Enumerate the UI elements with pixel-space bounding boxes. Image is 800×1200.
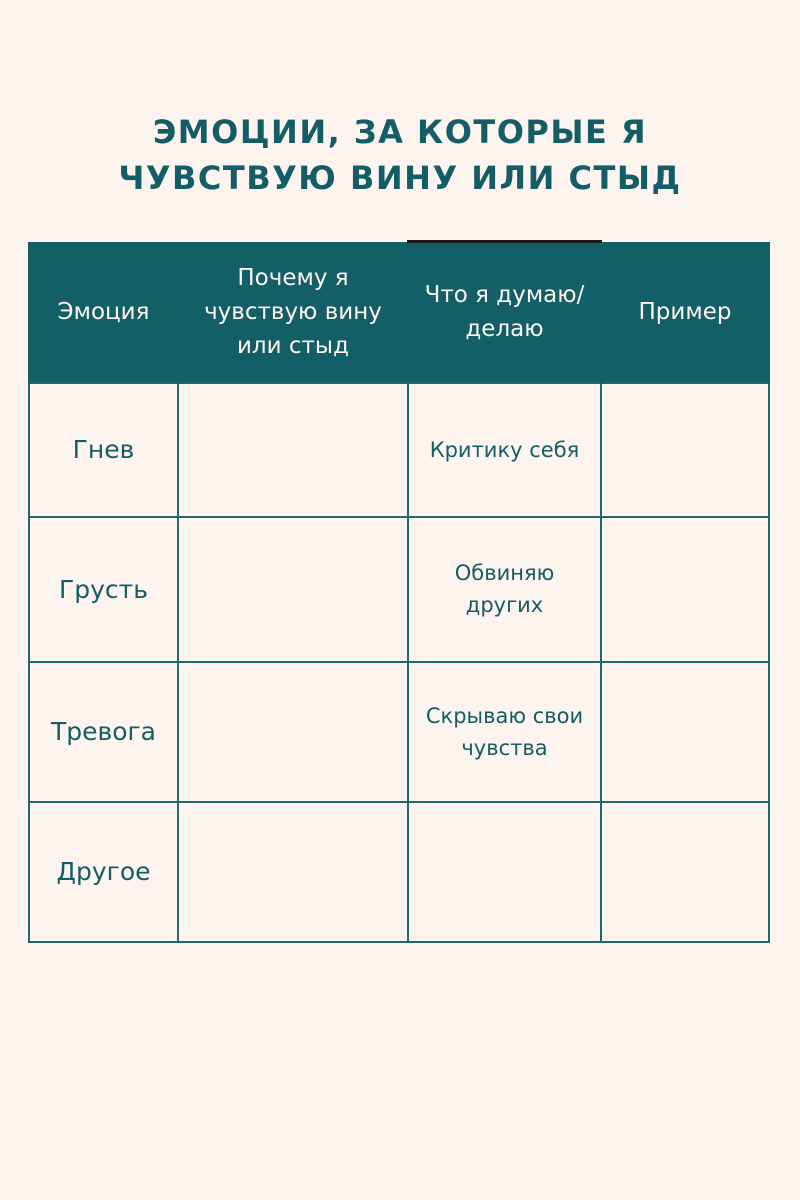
emotion-cell: Тревога	[29, 662, 178, 802]
page-title	[0, 109, 800, 201]
header-example: Пример	[601, 242, 769, 383]
action-cell[interactable]	[408, 802, 601, 942]
why-cell[interactable]	[178, 802, 408, 942]
header-action: Что я думаю/ делаю	[408, 242, 601, 383]
why-cell[interactable]	[178, 662, 408, 802]
header-emotion: Эмоция	[29, 242, 178, 383]
action-cell: Скрываю свои чувства	[408, 662, 601, 802]
action-cell: Критику себя	[408, 383, 601, 517]
emotions-table	[28, 240, 770, 943]
example-cell[interactable]	[601, 383, 769, 517]
example-cell[interactable]	[601, 517, 769, 662]
why-cell[interactable]	[178, 383, 408, 517]
page-title-line-2: ЧУВСТВУЮ ВИНУ ИЛИ СТЫД	[118, 159, 682, 198]
example-cell[interactable]	[601, 802, 769, 942]
header-row	[29, 242, 769, 383]
emotion-cell: Грусть	[29, 517, 178, 662]
emotion-cell: Другое	[29, 802, 178, 942]
table-row	[29, 802, 769, 942]
table-row	[29, 517, 769, 662]
emotion-cell: Гнев	[29, 383, 178, 517]
example-cell[interactable]	[601, 662, 769, 802]
table-header	[29, 242, 769, 383]
table-row	[29, 662, 769, 802]
action-cell: Обвиняю других	[408, 517, 601, 662]
table-row	[29, 383, 769, 517]
header-why: Почему я чувствую вину или стыд	[178, 242, 408, 383]
why-cell[interactable]	[178, 517, 408, 662]
page-title-line-1: ЭМОЦИИ, ЗА КОТОРЫЕ Я	[152, 113, 648, 152]
